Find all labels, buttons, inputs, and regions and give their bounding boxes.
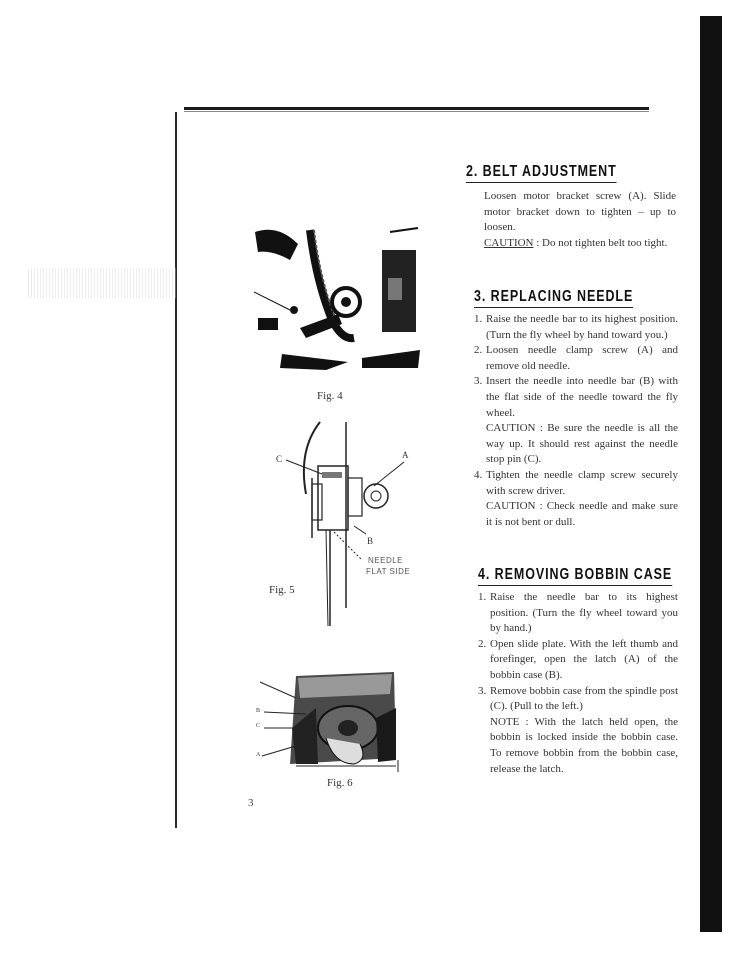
step-number: 1.	[474, 313, 483, 325]
replacing-needle-steps	[474, 312, 678, 530]
bobbin-step	[478, 590, 678, 637]
needle-caution	[474, 421, 678, 468]
figure-5-caption: Fig. 5	[269, 584, 295, 596]
figure-6-caption: Fig. 6	[327, 777, 353, 789]
needle-step	[474, 374, 678, 421]
step-number	[478, 715, 490, 777]
step-number	[474, 499, 486, 530]
figure-4-image	[250, 220, 422, 370]
removing-bobbin-case-heading: 4. REMOVING BOBBIN CASE	[478, 566, 672, 586]
left-margin-rule	[175, 112, 177, 828]
figure-5-image	[270, 408, 420, 630]
figure-5-label-c: C	[276, 454, 283, 464]
step-text: Insert the needle into needle bar (B) with the flat side of the needle toward the fly wheel.	[486, 375, 678, 419]
step-text: Remove bobbin case from the spindle post (C). (Pull to the left.)	[490, 684, 678, 713]
belt-caution	[484, 236, 676, 252]
bobbin-step	[478, 637, 678, 684]
replacing-needle-heading: 3. REPLACING NEEDLE	[474, 288, 633, 308]
step-number: 2.	[474, 344, 483, 357]
scan-noise	[28, 268, 178, 298]
step-text: Tighten the needle clamp screw securely with screw driver.	[486, 468, 678, 497]
belt-caution-text: : Do not tighten belt too tight.	[536, 236, 668, 249]
needle-step	[474, 312, 678, 343]
figure-6-label-a: A	[256, 752, 261, 758]
needle-step	[474, 468, 678, 499]
belt-caution-label: CAUTION	[484, 236, 534, 249]
figure-5-label-needle: NEEDLE	[368, 556, 404, 565]
step-text: Loosen needle clamp screw (A) and remove old needle.	[486, 344, 678, 372]
step-number: 1.	[478, 591, 487, 603]
step-number	[474, 421, 486, 468]
figure-4-caption: Fig. 4	[317, 390, 343, 402]
needle-caution	[474, 499, 678, 530]
step-text: Raise the needle bar to its highest position. (Turn the fly wheel toward you by hand.)	[490, 591, 678, 635]
figure-5-label-b: B	[367, 536, 374, 546]
step-text: Open slide plate. With the left thumb and forefinger, open the latch (A) of the bobbin case (B).	[490, 637, 678, 681]
step-text: Raise the needle bar to its highest position. (Turn the fly wheel by hand toward you.)	[486, 313, 678, 341]
figure-5-label-flat-side: FLAT SIDE	[366, 567, 411, 576]
figure-6-image	[256, 668, 402, 772]
figure-6-label-b: B	[256, 708, 261, 714]
belt-adjustment-heading: 2. BELT ADJUSTMENT	[466, 163, 617, 183]
figure-5-label-a: A	[402, 450, 409, 460]
step-text: NOTE : With the latch held open, the bobbin is locked inside the bobbin case. To remove bobbin from the bobbin case, release the latch.	[490, 715, 678, 775]
scan-edge-bar	[700, 16, 722, 932]
step-text: CAUTION : Check needle and make sure it is not bent or dull.	[486, 500, 678, 528]
bobbin-step	[478, 684, 678, 715]
removing-bobbin-case-steps	[478, 590, 678, 777]
top-rule-shadow	[184, 111, 649, 112]
needle-step	[474, 343, 678, 374]
belt-instruction: Loosen motor bracket screw (A). Slide motor bracket down to tighten – up to loosen.	[484, 190, 676, 234]
step-number: 3.	[474, 375, 483, 388]
step-number: 4.	[474, 468, 483, 481]
step-number: 3.	[478, 684, 487, 697]
step-text: CAUTION : Be sure the needle is all the way up. It should rest against the needle stop pin (C).	[486, 422, 678, 466]
belt-adjustment-text	[484, 189, 676, 251]
top-rule	[184, 107, 649, 110]
bobbin-note	[478, 715, 678, 777]
step-number: 2.	[478, 637, 487, 650]
figure-6-label-c: C	[256, 723, 261, 729]
page-number: 3	[248, 797, 254, 809]
